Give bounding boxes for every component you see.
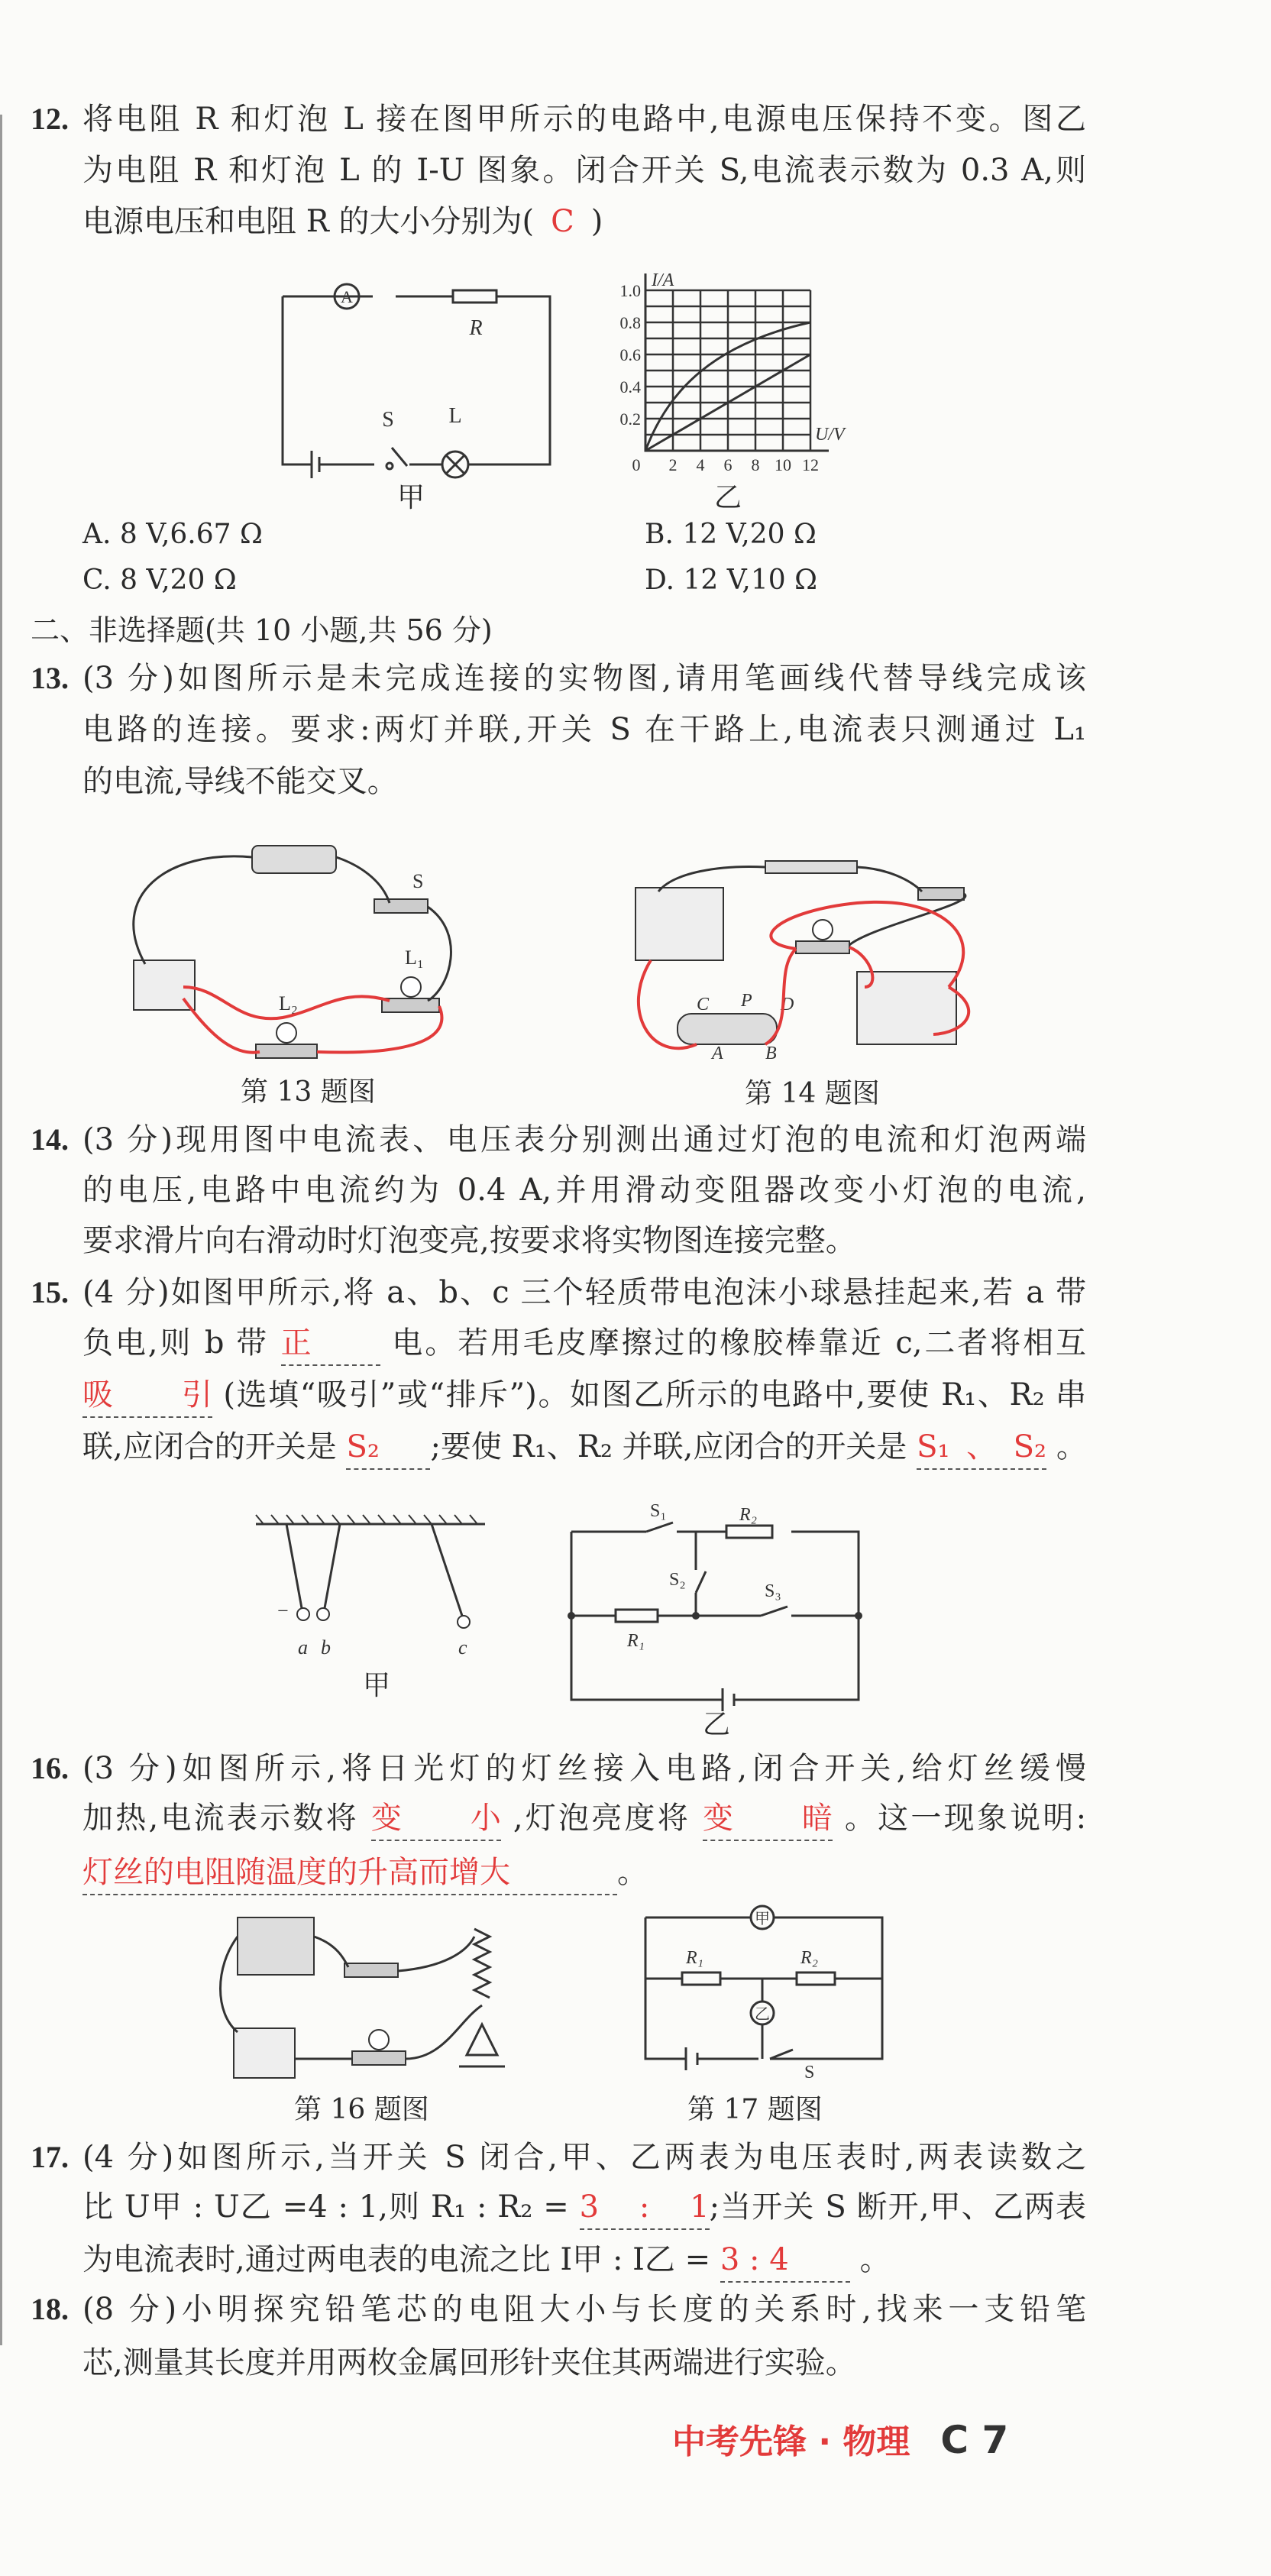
lamp-icon [352, 2051, 406, 2065]
x-tick: 10 [775, 455, 791, 474]
s3-label: S₃ [765, 1581, 781, 1601]
fig-caption-yi: 乙 [714, 482, 742, 513]
q17-line2a: 比 U甲 : U乙 =4 : 1,则 R₁ : R₂ = [82, 2189, 569, 2225]
fig-caption-16: 第 16 题图 [294, 2094, 429, 2125]
resistor-r1-icon [616, 1610, 658, 1622]
y-tick: 0.6 [619, 345, 641, 364]
s1-label: S₁ [650, 1501, 667, 1521]
fig-caption-yi: 乙 [703, 1709, 731, 1740]
q15-line3-text: (选填“吸引”或“排斥”)。如图乙所示的电路中,要使 R₁、R₂ 串 [223, 1377, 1086, 1413]
fig-caption-13: 第 13 题图 [241, 1076, 376, 1108]
q16-line2 [82, 1797, 1086, 1840]
slider-p-label: P [741, 991, 752, 1011]
terminal-a-label: A [712, 1044, 723, 1063]
q18-line2: 芯,测量其长度并用两枚金属回形针夹住其两端进行实验。 [82, 2345, 856, 2380]
terminal-d-label: D [781, 995, 794, 1015]
battery-icon [252, 846, 336, 873]
answer-blank: 正 [281, 1322, 380, 1366]
q15-line4b: ;要使 R₁、R₂ 并联,应闭合的开关是 [430, 1429, 907, 1464]
series-title: 中考先锋 · 物理 [672, 2422, 910, 2461]
q15-line1: (4 分)如图甲所示,将 a、b、c 三个轻质带电泡沫小球悬挂起来,若 a 带 [82, 1275, 1086, 1310]
q18-line1: (8 分)小明探究铅笔芯的电阻大小与长度的关系时,找来一支铅笔 [82, 2292, 1086, 2327]
x-tick: 12 [802, 455, 819, 474]
q12-answer: C [551, 204, 574, 239]
q17-line3 [82, 2238, 1086, 2281]
q17-line2b: ;当开关 S 断开,甲、乙两表 [709, 2189, 1086, 2225]
negative-sign: − [277, 1600, 289, 1622]
alcohol-lamp-icon [459, 2024, 505, 2066]
y-tick: 0.8 [619, 313, 641, 332]
resistor-r2-icon [726, 1526, 772, 1538]
option-c: C. 8 V,20 Ω [82, 565, 237, 596]
q12-iu-graph [619, 270, 845, 481]
answer-blank: 3 : 1 [580, 2186, 710, 2230]
page-edge [0, 115, 2, 2345]
answer-blank: 变暗 [703, 1797, 833, 1841]
battery-icon [765, 861, 857, 873]
ball-b-label: b [321, 1636, 331, 1659]
q15-line4a: 联,应闭合的开关是 [82, 1429, 337, 1464]
battery-icon [238, 1917, 314, 1975]
ball-c-label: c [458, 1636, 467, 1659]
battery-icon [312, 451, 319, 478]
q14-line2: 的电压,电路中电流约为 0.4 A,并用滑动变阻器改变小灯泡的电流, [82, 1173, 1086, 1208]
resistor-r2-icon [797, 1972, 835, 1985]
q15-line4c: 。 [1056, 1429, 1087, 1464]
q13-line3: 的电流,导线不能交叉。 [82, 764, 398, 799]
question-number: 18. [31, 2292, 69, 2326]
battery-icon [686, 2047, 697, 2070]
q17-line1: (4 分)如图所示,当开关 S 闭合,甲、乙两表为电压表时,两表读数之 [82, 2140, 1086, 2175]
r1-label: R₁ [686, 1948, 704, 1968]
q15-line2b: 电。若用毛皮摩擦过的橡胶棒靠近 c,二者将相互 [392, 1325, 1087, 1361]
option-a: A. 8 V,6.67 Ω [82, 519, 263, 550]
fig-caption-jia: 甲 [397, 482, 425, 513]
x-tick: 8 [751, 455, 760, 474]
resistor-icon [453, 290, 496, 303]
q12-circuit-jia [281, 273, 564, 472]
switch-label: S [382, 408, 394, 432]
switch-label: S [412, 870, 424, 892]
filament-icon [474, 1929, 490, 1998]
q12-line3-text: 电源电压和电阻 R 的大小分别为( [82, 204, 535, 239]
question-number: 13. [31, 661, 69, 695]
fig-caption-jia: 甲 [363, 1670, 391, 1701]
answer-blank: 3 : 4 [720, 2238, 850, 2283]
lamp-label: L [448, 404, 462, 428]
y-axis-label: I/A [652, 270, 674, 290]
y-tick: 0.4 [619, 377, 641, 396]
q14-line3: 要求滑片向右滑动时灯泡变亮,按要求将实物图连接完整。 [82, 1223, 856, 1258]
resistor-label: R [469, 316, 483, 340]
switch-icon [344, 1963, 398, 1977]
answer-blank: 灯丝的电阻随温度的升高而增大 [82, 1851, 617, 1895]
q16-line2b: ,灯泡亮度将 [513, 1801, 690, 1836]
x-tick: 2 [668, 455, 678, 474]
q13-line1: (3 分)如图所示是未完成连接的实物图,请用笔画线代替导线完成该 [82, 661, 1086, 696]
ball-a-label: a [298, 1636, 308, 1659]
x-tick: 6 [723, 455, 733, 474]
q16-line3b: 。 [617, 1855, 648, 1890]
answer-blank: S₂ [346, 1426, 430, 1470]
meter-jia-label: 甲 [755, 1911, 770, 1927]
lamp-l2-icon [256, 1044, 317, 1058]
q12-close: ) [590, 204, 603, 239]
l2-label: L₂ [279, 992, 298, 1015]
fig-caption-17: 第 17 题图 [687, 2094, 823, 2125]
switch-icon [374, 899, 428, 913]
switch-icon [918, 888, 964, 900]
option-b: B. 12 V,20 Ω [645, 519, 817, 550]
q17-circuit-figure [644, 1906, 888, 2082]
q16-apparatus-figure [215, 1906, 566, 2089]
page-number: C 7 [940, 2418, 1009, 2462]
lamp-l1-icon [382, 998, 439, 1012]
l1-label: L₁ [405, 947, 424, 969]
q17-line3b: 。 [859, 2242, 891, 2277]
lamp-icon [796, 941, 849, 953]
q12-line1: 将电阻 R 和灯泡 L 接在图甲所示的电路中,电源电压保持不变。图乙 [82, 102, 1086, 137]
r2-label: R₂ [800, 1948, 819, 1968]
answer-blank: 变小 [371, 1797, 501, 1841]
answer-blank: 吸引 [82, 1374, 212, 1418]
fig-caption-14: 第 14 题图 [745, 1078, 880, 1109]
r2-label: R₂ [739, 1505, 758, 1525]
r1-label: R₁ [627, 1631, 645, 1651]
page-footer [672, 2414, 1008, 2463]
ammeter-label: A [341, 287, 353, 306]
resistor-r1-icon [682, 1972, 720, 1985]
q12-line2: 为电阻 R 和灯泡 L 的 I-U 图象。闭合开关 S,电流表示数为 0.3 A,则 [82, 153, 1086, 188]
s2-label: S₂ [669, 1570, 686, 1590]
option-d: D. 12 V,10 Ω [645, 565, 817, 596]
q16-line2a: 加热,电流表示数将 [82, 1801, 359, 1836]
rheostat-icon [678, 1014, 777, 1044]
q15-circuit-figure [570, 1501, 868, 1715]
question-number: 14. [31, 1122, 69, 1157]
q13-apparatus-figure [107, 834, 504, 1063]
q17-line3a: 为电流表时,通过两电表的电流之比 I甲 : I乙 = [82, 2242, 711, 2277]
y-tick: 0.2 [619, 409, 641, 429]
q16-line2c: 。这一现象说明: [844, 1801, 1087, 1836]
answer-blank: S₁、S₂ [917, 1426, 1046, 1470]
terminal-c-label: C [697, 995, 710, 1015]
q14-line1: (3 分)现用图中电流表、电压表分别测出通过灯泡的电流和灯泡两端 [82, 1122, 1086, 1157]
q15-line2a: 负电,则 b 带 [82, 1325, 270, 1361]
x-tick: 4 [696, 455, 705, 474]
terminal-b-label: B [765, 1044, 777, 1063]
q12-line3 [82, 200, 1086, 243]
ammeter-icon [636, 888, 723, 960]
q15-pith-balls-figure [256, 1516, 493, 1669]
q16-line3 [82, 1851, 1086, 1894]
question-number: 16. [31, 1751, 69, 1785]
q14-apparatus-figure [628, 834, 979, 1063]
section-heading: 二、非选择题(共 10 小题,共 56 分) [31, 613, 493, 647]
ammeter-icon [234, 2028, 295, 2078]
q13-line2: 电路的连接。要求:两灯并联,开关 S 在干路上,电流表只测通过 L₁ [82, 712, 1086, 747]
q15-line3 [82, 1374, 1086, 1416]
meter-yi-label: 乙 [755, 2006, 770, 2023]
switch-label: S [804, 2063, 815, 2082]
x-axis-label: U/V [815, 425, 845, 445]
y-tick: 1.0 [619, 281, 641, 300]
question-number: 17. [31, 2140, 69, 2174]
question-number: 12. [31, 102, 69, 136]
q17-line2 [82, 2186, 1086, 2228]
x-tick: 0 [632, 455, 641, 474]
q15-line4 [82, 1426, 1086, 1468]
q15-line2 [82, 1322, 1086, 1364]
q16-line1: (3 分)如图所示,将日光灯的灯丝接入电路,闭合开关,给灯丝缓慢 [82, 1751, 1086, 1786]
question-number: 15. [31, 1275, 69, 1309]
